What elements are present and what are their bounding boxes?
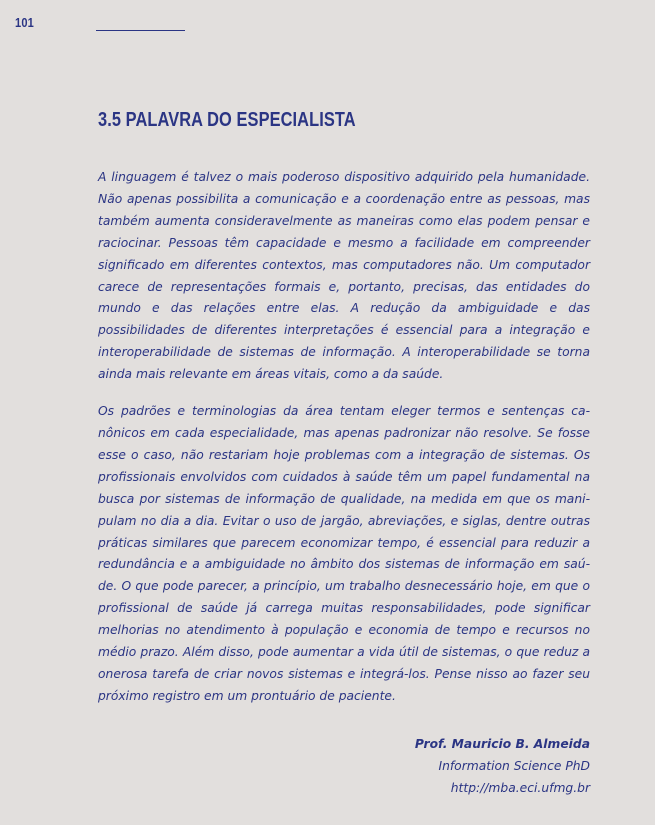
page-number: 101 [15,15,34,30]
author-url: http://mba.eci.ufmg.br [450,781,590,795]
paragraph: Os padrões e terminologias da área tentam eleger termos e sentenças canônicos em cada especialidade, mas apenas padronizar não resolve. Se fosse esse o caso, não restariam hoje problemas com a integração de sistemas. Os profissionais envolvidos com cuidados à saúde têm um papel fundamental na busca por sistemas de informação de qualidade, na medida em que os manipulam no dia a dia. Evitar o uso de jargão, abreviações, e siglas, dentre outras práticas similares que parecem economizar tempo, é essencial para reduzir a redundância e a ambiguidade no âmbito dos sistemas de informação em saúde. O que pode parecer, a princípio, um trabalho desnecessário hoje, em que o profissional de saúde já carrega muitas responsabilidades, pode significar melhorias no atendimento à população e economia de tempo e recursos no médio prazo. Além disso, pode aumentar a vida útil de sistemas, o que reduz a onerosa tarefa de criar novos sistemas e integrá-los. Pense nisso ao fazer seu próximo registro em um prontuário de paciente. [98,404,590,703]
header-rule [96,30,185,31]
author-role: Information Science PhD [438,759,590,773]
author-name: Prof. Mauricio B. Almeida [414,737,590,751]
signature-block [415,733,590,799]
body-text [98,167,590,723]
paragraph: A linguagem é talvez o mais poderoso dispositivo adquirido pela humanidade. Não apenas possibilita a comunicação e a coordenação entre as pessoas, mas também aumenta consideravelmente as maneiras como elas podem pensar e raciocinar. Pessoas têm capacidade e mesmo a facilidade em compreender significado em diferentes contextos, mas computadores não. Um computador carece de representações formais e, portanto, precisas, das entidades do mundo e das relações entre elas. A redução da ambiguidade e das possibilidades de diferentes interpretações é essencial para a integração e interoperabilidade de sistemas de informação. A interoperabilidade se torna ainda mais relevante em áreas vitais, como a da saúde. [98,170,590,382]
section-title: 3.5 PALAVRA DO ESPECIALISTA [98,109,356,131]
